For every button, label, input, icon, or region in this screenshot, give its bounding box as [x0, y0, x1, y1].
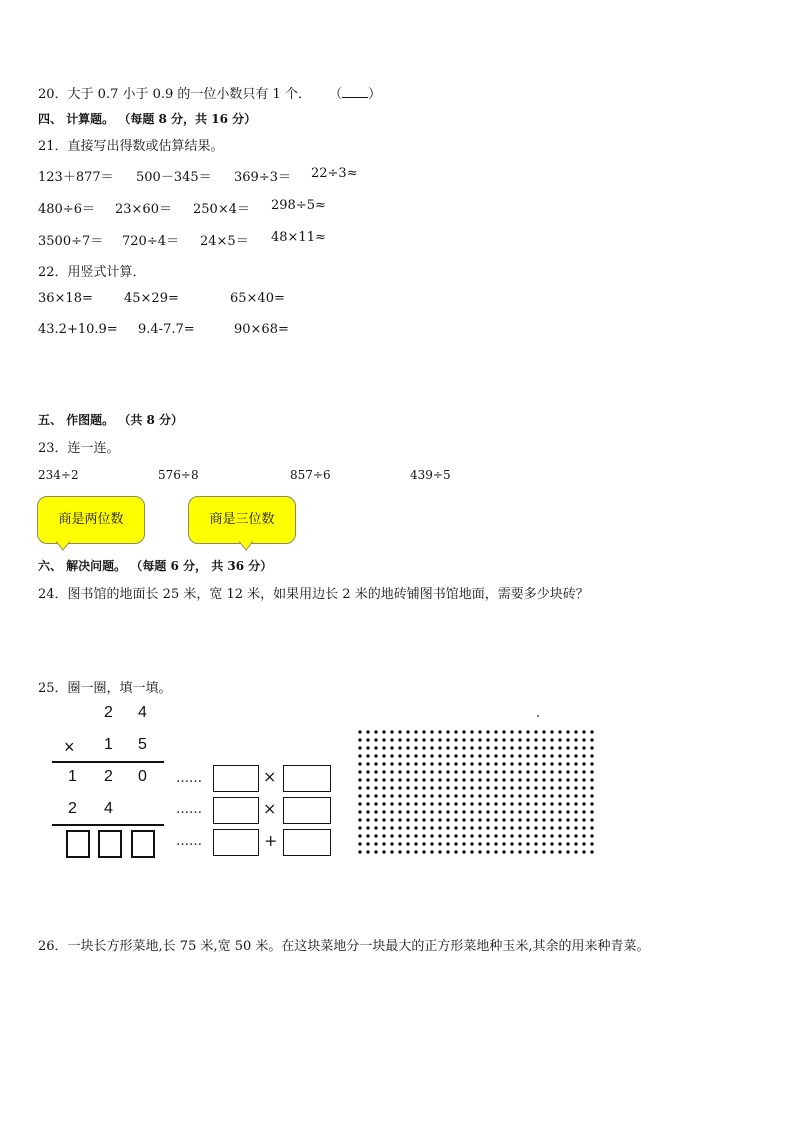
question-20-number: 20． — [38, 87, 68, 102]
multiply-sign: × — [64, 737, 75, 757]
section-4-heading: 四、 计算题。 （每题 8 分，共 16 分） — [38, 112, 257, 126]
ellipsis: …… — [176, 771, 202, 786]
multiplier-digit: 1 — [104, 736, 113, 753]
callout-pointer — [55, 540, 75, 552]
answer-paren-open: （ — [329, 87, 343, 102]
division-expr[interactable]: 576÷8 — [158, 468, 199, 482]
plus-sign: + — [264, 831, 278, 850]
calc-item: 250×4＝ — [193, 202, 250, 217]
vertical-calc-item: 43.2+10.9= — [38, 322, 118, 337]
times-sign: × — [263, 799, 277, 818]
question-20-text: 大于 0.7 小于 0.9 的一位小数只有 1 个． — [67, 87, 311, 102]
fill-box[interactable] — [283, 765, 331, 792]
question-26: 26．一块长方形菜地,长 75 米,宽 50 米。在这块菜地分一块最大的正方形菜地种玉米,其余的用来种青菜。 — [38, 939, 650, 954]
multiplier-digit: 5 — [138, 736, 147, 753]
callout-two-digit-quotient[interactable] — [37, 496, 145, 544]
calc-item: 369÷3＝ — [234, 170, 291, 185]
partial-product-digit: 2 — [104, 768, 113, 785]
callout-label: 商是两位数 — [58, 512, 124, 527]
vertical-calc-item: 65×40= — [230, 291, 285, 306]
times-sign: × — [263, 767, 277, 786]
callout-three-digit-quotient[interactable] — [188, 496, 296, 544]
question-25-title: 25．圈一圈，填一填。 — [38, 681, 172, 696]
question-24: 24．图书馆的地面长 25 米，宽 12 米，如果用边长 2 米的地砖铺图书馆地面，需要多少块砖？ — [38, 587, 589, 602]
fill-box[interactable] — [283, 797, 331, 824]
answer-blank[interactable] — [342, 85, 368, 98]
division-expr[interactable]: 234÷2 — [38, 468, 79, 482]
question-23-title: 23．连一连。 — [38, 441, 120, 456]
fill-box[interactable] — [213, 829, 259, 856]
calc-item: 48×11≈ — [271, 230, 326, 245]
calc-item: 480÷6＝ — [38, 202, 95, 217]
answer-digit-box[interactable] — [131, 830, 155, 858]
ellipsis: …… — [176, 802, 202, 817]
fill-box[interactable] — [213, 797, 259, 824]
vertical-calc-item: 45×29= — [124, 291, 179, 306]
partial-product-digit: 2 — [68, 800, 77, 817]
calc-item: 298÷5≈ — [271, 198, 326, 213]
question-22-title: 22．用竖式计算． — [38, 265, 146, 280]
division-expr[interactable]: 439÷5 — [410, 468, 451, 482]
question-21-title: 21．直接写出得数或估算结果。 — [38, 139, 224, 154]
multiplicand-digit: 4 — [138, 704, 147, 721]
calc-item: 500－345＝ — [136, 170, 212, 185]
answer-digit-box[interactable] — [98, 830, 122, 858]
calc-item: 123＋877＝ — [38, 170, 114, 185]
ellipsis: …… — [176, 834, 202, 849]
fill-box[interactable] — [213, 765, 259, 792]
vertical-calc-item: 36×18= — [38, 291, 93, 306]
partial-product-digit: 4 — [104, 800, 113, 817]
stray-dot — [537, 715, 539, 717]
callout-label: 商是三位数 — [209, 512, 275, 527]
vertical-calc-item: 90×68= — [234, 322, 289, 337]
fill-box[interactable] — [283, 829, 331, 856]
calc-item: 720÷4＝ — [122, 234, 179, 249]
calc-item: 3500÷7＝ — [38, 234, 104, 249]
answer-paren-close: ） — [368, 87, 382, 102]
callout-pointer — [238, 540, 258, 552]
division-expr[interactable]: 857÷6 — [290, 468, 331, 482]
answer-digit-box[interactable] — [66, 830, 90, 858]
rule-line — [52, 824, 164, 826]
calc-item: 23×60＝ — [115, 202, 172, 217]
calc-item: 22÷3≈ — [311, 166, 358, 181]
question-20 — [38, 83, 381, 102]
section-6-heading: 六、 解决问题。 （每题 6 分， 共 36 分） — [38, 559, 273, 573]
dot-grid[interactable] — [356, 728, 596, 856]
partial-product-digit: 1 — [68, 768, 77, 785]
multiplicand-digit: 2 — [104, 704, 113, 721]
vertical-calc-item: 9.4-7.7= — [138, 322, 195, 337]
section-5-heading: 五、 作图题。 （共 8 分） — [38, 413, 184, 427]
partial-product-digit: 0 — [138, 768, 147, 785]
rule-line — [52, 761, 164, 763]
calc-item: 24×5＝ — [200, 234, 249, 249]
